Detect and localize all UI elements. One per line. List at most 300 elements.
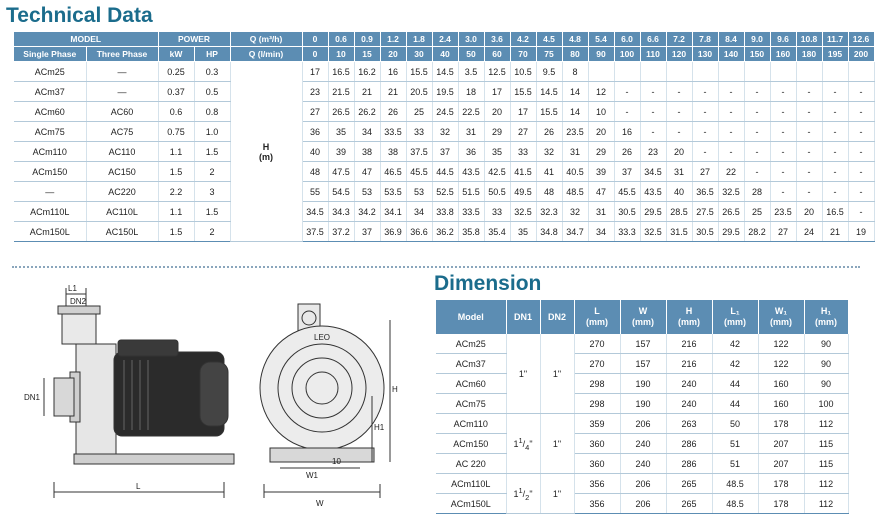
q-m3h-value: 12.6 [848,32,874,47]
dim-model: ACm37 [436,354,506,374]
h-label: H [392,385,398,394]
three-phase-model: — [86,82,158,102]
dim-row [436,474,848,494]
head-value: 17 [302,62,328,82]
q-lmin-value: 195 [822,47,848,62]
dn2-value: 1" [540,474,574,514]
head-value: - [614,102,640,122]
l1-header: L₁ (mm) [712,300,758,334]
w-label: W [316,499,324,508]
dn1-denominator: 2 [525,492,530,502]
kw-value: 0.25 [158,62,194,82]
dn1-value: $1^1/_2$" [506,474,540,514]
dim-l1-value: 51 [712,434,758,454]
model-header: MODEL [14,32,158,47]
head-value [588,62,614,82]
dim-row [436,394,848,414]
head-value: 35.4 [484,222,510,242]
head-value: - [822,142,848,162]
head-value: 27 [770,222,796,242]
head-value: 15.5 [510,82,536,102]
head-value: 36.5 [692,182,718,202]
q-lmin-value: 60 [484,47,510,62]
head-value [822,62,848,82]
head-value: 40.5 [562,162,588,182]
dimension-table [436,300,849,514]
dim-w1-value: 178 [758,474,804,494]
hp-value: 1.5 [194,202,230,222]
head-value: - [770,82,796,102]
head-value: 35 [328,122,354,142]
head-value: 16.2 [354,62,380,82]
head-value: 22.5 [458,102,484,122]
head-value [692,62,718,82]
dn1-value: $1^1/_4$" [506,414,540,474]
head-value [796,62,822,82]
tech-row [14,142,874,162]
head-value: - [692,142,718,162]
head-value: 26 [614,142,640,162]
head-value: 28.2 [744,222,770,242]
head-value: 20 [796,202,822,222]
head-value: 20 [666,142,692,162]
head-value: 15.5 [536,102,562,122]
three-phase-model: AC60 [86,102,158,122]
head-value: 52.5 [432,182,458,202]
head-value: 19 [848,222,874,242]
head-value: 37 [614,162,640,182]
q-lmin-value: 140 [718,47,744,62]
hp-value: 0.8 [194,102,230,122]
dim-h-value: 265 [666,494,712,514]
dn1-whole: 1 [513,488,519,499]
three-phase-model: — [86,62,158,82]
dn1-value: 1" [506,334,540,414]
head-value: - [640,122,666,142]
head-value [718,62,744,82]
dim-h1-value: 112 [804,494,848,514]
kw-value: 0.37 [158,82,194,102]
head-label [230,62,302,242]
head-value: - [640,102,666,122]
dim-w-value: 240 [620,434,666,454]
head-value: 16.5 [822,202,848,222]
dim-w1-value: 122 [758,354,804,374]
head-value: 19.5 [432,82,458,102]
dim-l1-value: 44 [712,394,758,414]
head-value: 49.5 [510,182,536,202]
head-value: 33.5 [458,202,484,222]
head-value: 55 [302,182,328,202]
dim-h1-value: 100 [804,394,848,414]
h1-label: H1 [374,423,385,432]
head-value: - [848,122,874,142]
head-value: 27.5 [692,202,718,222]
q-lmin-value: 70 [510,47,536,62]
dn1-numerator: 1 [518,435,523,445]
dim-row [436,454,848,474]
head-value [770,62,796,82]
head-value: 14.5 [536,82,562,102]
dim-w1-value: 207 [758,434,804,454]
head-value: 35.8 [458,222,484,242]
q-m3h-value: 3.6 [484,32,510,47]
head-value [666,62,692,82]
head-value: 26.2 [354,102,380,122]
q-m3h-value: 8.4 [718,32,744,47]
dim-l-value: 270 [574,334,620,354]
head-value: 33 [510,142,536,162]
head-value: 31 [458,122,484,142]
dim-l1-value: 44 [712,374,758,394]
single-phase-model: ACm75 [14,122,86,142]
head-value: - [718,82,744,102]
dim-model: ACm150 [436,434,506,454]
head-value: 53.5 [380,182,406,202]
dim-row [436,334,848,354]
head-value: 53 [406,182,432,202]
head-value: 37 [354,222,380,242]
head-value: 47 [354,162,380,182]
head-value: - [666,82,692,102]
head-value: 29 [588,142,614,162]
q-m3h-value: 2.4 [432,32,458,47]
tech-row [14,102,874,122]
dim-l-value: 298 [574,374,620,394]
dn1-label: DN1 [24,393,41,402]
q-m3h-value: 0.6 [328,32,354,47]
single-phase-model: ACm60 [14,102,86,122]
dim-w-value: 206 [620,414,666,434]
q-m3h-value: 4.8 [562,32,588,47]
head-value: - [796,82,822,102]
head-value: 30.5 [614,202,640,222]
dim-l-value: 270 [574,354,620,374]
hp-value: 0.5 [194,82,230,102]
ten-label: 10 [332,457,341,466]
dim-h1-value: 115 [804,454,848,474]
head-value: - [848,182,874,202]
dim-l1-value: 51 [712,454,758,474]
head-value: 32.3 [536,202,562,222]
head-value: 37.2 [328,222,354,242]
dim-l1-value: 48.5 [712,474,758,494]
dim-h1-value: 112 [804,414,848,434]
dim-row [436,354,848,374]
head-value: 28.5 [666,202,692,222]
q-m3h-value: 7.8 [692,32,718,47]
hp-value: 1.5 [194,142,230,162]
head-value: 34.1 [380,202,406,222]
head-value: 36 [302,122,328,142]
single-phase-model: ACm150L [14,222,86,242]
head-value: 34.5 [302,202,328,222]
tech-row [14,82,874,102]
head-value: 50.5 [484,182,510,202]
dn2-value: 1" [540,414,574,474]
hp-value: 1.0 [194,122,230,142]
tech-header-row-1 [14,32,874,47]
tech-header-row-2 [14,47,874,62]
head-value: - [718,122,744,142]
dn2-value: 1" [540,334,574,414]
three-phase-model: AC150L [86,222,158,242]
dim-h1-value: 90 [804,334,848,354]
technical-data-title: Technical Data [6,4,153,27]
w1-header: W₁ (mm) [758,300,804,334]
q-lmin-value: 20 [380,47,406,62]
head-label-h: H [262,141,270,152]
head-value: - [822,182,848,202]
dim-l1-value: 42 [712,354,758,374]
head-value: 39 [588,162,614,182]
head-value: 31 [588,202,614,222]
dim-row [436,434,848,454]
q-lmin-value: 15 [354,47,380,62]
tech-row [14,182,874,202]
head-value [614,62,640,82]
head-value: 45.5 [406,162,432,182]
head-value: 41.5 [510,162,536,182]
head-value: 27 [692,162,718,182]
tech-row [14,222,874,242]
head-value: 14.5 [432,62,458,82]
head-value: 29.5 [718,222,744,242]
dn1-whole: 1 [513,438,519,449]
head-value: 31 [562,142,588,162]
h1-header: H₁ (mm) [804,300,848,334]
kw-value: 0.6 [158,102,194,122]
head-value: 22 [718,162,744,182]
dim-w1-value: 122 [758,334,804,354]
head-value: 21 [380,82,406,102]
q-lmin-value: 100 [614,47,640,62]
head-value: - [614,82,640,102]
head-value: 23.5 [770,202,796,222]
head-value: 23 [640,142,666,162]
hp-value: 3 [194,182,230,202]
q-m3h-value: 6.6 [640,32,666,47]
head-label-unit: (m) [259,151,274,162]
head-value: 34.3 [328,202,354,222]
head-value: 34.8 [536,222,562,242]
head-value: 34.5 [640,162,666,182]
single-phase-model: ACm150 [14,162,86,182]
head-value: 45.5 [614,182,640,202]
q-lmin-value: 160 [770,47,796,62]
head-value: 33 [484,202,510,222]
q-lmin-value: 10 [328,47,354,62]
head-value: 16 [614,122,640,142]
section-divider [12,266,860,268]
dim-h-value: 286 [666,454,712,474]
dn2-header: DN2 [540,300,574,334]
head-value: - [822,82,848,102]
l-label: L [136,482,141,491]
dim-row [436,414,848,434]
dimension-title: Dimension [434,272,542,295]
hp-value: 0.3 [194,62,230,82]
head-value: 14 [562,82,588,102]
dim-model: ACm150L [436,494,506,514]
single-phase-model: — [14,182,86,202]
dn1-denominator: 4 [525,442,530,452]
dim-h1-value: 112 [804,474,848,494]
head-value: 38 [354,142,380,162]
q-lmin-value: 40 [432,47,458,62]
kw-value: 1.1 [158,202,194,222]
head-value: 32.5 [640,222,666,242]
head-value: 35 [510,222,536,242]
kw-value: 1.1 [158,142,194,162]
head-value [744,62,770,82]
head-value: 47.5 [328,162,354,182]
head-value: - [796,162,822,182]
head-value: 34.7 [562,222,588,242]
technical-data-table [14,32,875,242]
head-value: 36 [458,142,484,162]
dim-row [436,494,848,514]
head-value: 25 [744,202,770,222]
kw-value: 2.2 [158,182,194,202]
head-value: 21 [822,222,848,242]
head-value: - [666,122,692,142]
head-value: 14 [562,102,588,122]
head-value: 42.5 [484,162,510,182]
head-value: 17 [484,82,510,102]
dim-w1-value: 160 [758,374,804,394]
brand-label: LEO [314,333,331,342]
head-value: - [692,102,718,122]
q-lmin-value: 50 [458,47,484,62]
dim-h-value: 216 [666,334,712,354]
head-value: 27 [510,122,536,142]
kw-header: kW [158,47,194,62]
single-phase-model: ACm110L [14,202,86,222]
single-phase-header: Single Phase [14,47,86,62]
head-value: - [848,202,874,222]
head-value: 26.5 [328,102,354,122]
head-value: 20.5 [406,82,432,102]
head-value: 30.5 [692,222,718,242]
q-m3h-value: 10.8 [796,32,822,47]
head-value: 33.5 [380,122,406,142]
head-value: 20 [484,102,510,122]
dim-h-value: 240 [666,394,712,414]
h-header: H (mm) [666,300,712,334]
head-value: 40 [302,142,328,162]
head-value: 8 [562,62,588,82]
head-value: - [822,102,848,122]
power-header: POWER [158,32,230,47]
dim-w-value: 206 [620,494,666,514]
w1-label: W1 [306,471,318,480]
head-value: 10 [588,102,614,122]
head-value: 36.6 [406,222,432,242]
head-value: - [822,162,848,182]
hp-value: 2 [194,222,230,242]
head-value: - [770,142,796,162]
q-m3h-value: 9.6 [770,32,796,47]
q-lmin-value: 200 [848,47,874,62]
head-value: - [796,102,822,122]
kw-value: 0.75 [158,122,194,142]
head-value: 10.5 [510,62,536,82]
head-value: - [770,182,796,202]
head-value: - [770,122,796,142]
dim-w-value: 206 [620,474,666,494]
dim-l-value: 359 [574,414,620,434]
q-m3h-value: 7.2 [666,32,692,47]
dim-h-value: 263 [666,414,712,434]
head-value: 34 [354,122,380,142]
head-value: 25 [406,102,432,122]
head-value: 32 [536,142,562,162]
dim-l-value: 360 [574,434,620,454]
q-m3h-value: 4.5 [536,32,562,47]
head-value: 35 [484,142,510,162]
head-value: 36.2 [432,222,458,242]
head-value: 21 [354,82,380,102]
q-m3h-value: 0 [302,32,328,47]
dim-h1-value: 90 [804,374,848,394]
dim-model: ACm75 [436,394,506,414]
dim-w1-value: 178 [758,414,804,434]
head-value: 48.5 [562,182,588,202]
head-value: - [744,142,770,162]
head-value [640,62,666,82]
hp-value: 2 [194,162,230,182]
head-value: 12 [588,82,614,102]
head-value: 23.5 [562,122,588,142]
q-lmin-value: 150 [744,47,770,62]
dim-row [436,374,848,394]
head-value: 32 [562,202,588,222]
three-phase-model: AC75 [86,122,158,142]
dim-h1-value: 90 [804,354,848,374]
head-value: 34 [588,222,614,242]
head-value: 26 [380,102,406,122]
l1-label: L1 [68,284,77,293]
head-value: 37.5 [302,222,328,242]
tech-row [14,202,874,222]
head-value: 23 [302,82,328,102]
dim-l1-value: 42 [712,334,758,354]
dim-w-value: 157 [620,334,666,354]
tech-row [14,162,874,182]
q-lmin-value: 75 [536,47,562,62]
q-m3h-header: Q (m³/h) [230,32,302,47]
head-value: 33.8 [432,202,458,222]
dim-l-value: 356 [574,494,620,514]
head-value: - [744,102,770,122]
three-phase-header: Three Phase [86,47,158,62]
head-value: 47 [588,182,614,202]
single-phase-model: ACm25 [14,62,86,82]
head-value: 21.5 [328,82,354,102]
dim-h-value: 286 [666,434,712,454]
tech-row [14,122,874,142]
dn1-header: DN1 [506,300,540,334]
dim-header-row [436,300,848,334]
q-lmin-value: 110 [640,47,666,62]
q-lmin-value: 80 [562,47,588,62]
head-value: 26.5 [718,202,744,222]
head-value: 43.5 [640,182,666,202]
head-value: 20 [588,122,614,142]
dim-model: AC 220 [436,454,506,474]
hp-header: HP [194,47,230,62]
